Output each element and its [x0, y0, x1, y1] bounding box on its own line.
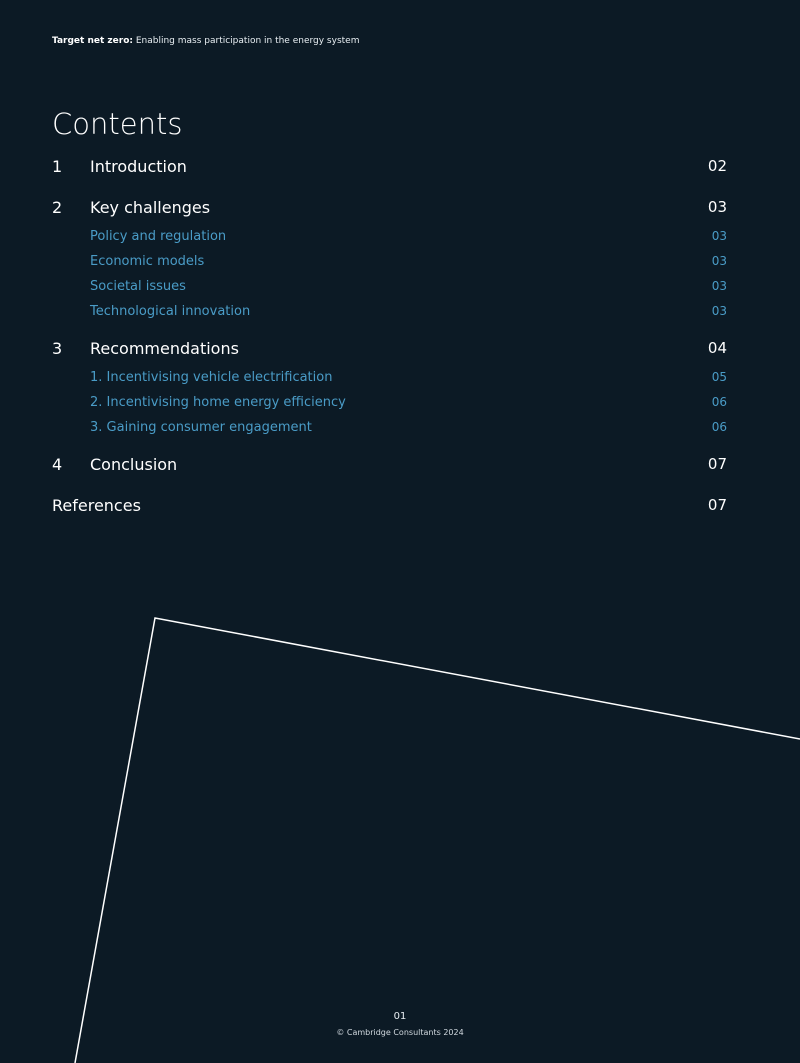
- toc-item-references[interactable]: [52, 494, 727, 516]
- toc-subitem-vehicle-electrification[interactable]: [90, 368, 727, 386]
- toc-subitem-policy-regulation[interactable]: [90, 227, 727, 245]
- page-title: Contents: [52, 107, 183, 141]
- toc-subitem-home-energy-efficiency[interactable]: [90, 393, 727, 411]
- toc-number: 4: [52, 454, 63, 474]
- toc-number: 3: [52, 338, 63, 358]
- toc-subpage: 03: [711, 304, 727, 318]
- toc-page: 02: [707, 157, 727, 175]
- toc-item-key-challenges[interactable]: [52, 196, 727, 218]
- toc-subpage: 06: [711, 395, 727, 409]
- toc-label: Key challenges: [90, 197, 211, 217]
- toc-subitem-consumer-engagement[interactable]: [90, 418, 727, 436]
- toc-label: Introduction: [90, 156, 187, 176]
- toc-sublabel: Economic models: [90, 253, 205, 269]
- toc-sublabel: Technological innovation: [90, 303, 251, 319]
- toc-subpage: 03: [711, 254, 727, 268]
- toc-number: 2: [52, 197, 63, 217]
- toc-item-conclusion[interactable]: [52, 453, 727, 475]
- toc-subitem-technological-innovation[interactable]: [90, 302, 727, 320]
- toc-item-introduction[interactable]: [52, 155, 727, 177]
- toc-item-recommendations[interactable]: [52, 337, 727, 359]
- toc-sublabel: Policy and regulation: [90, 228, 227, 244]
- toc-page: 07: [707, 496, 727, 514]
- toc-page: 07: [707, 455, 727, 473]
- copyright-notice: © Cambridge Consultants 2024: [336, 1028, 464, 1037]
- toc-label: References: [52, 495, 141, 515]
- document-header: [52, 36, 359, 46]
- toc-sublabel: 1. Incentivising vehicle electrification: [90, 369, 333, 385]
- header-subtitle: Enabling mass participation in the energy system: [135, 36, 360, 46]
- toc-subpage: 05: [711, 370, 727, 384]
- toc-sublabel: Societal issues: [90, 278, 186, 294]
- toc-label: Recommendations: [90, 338, 239, 358]
- toc-sublabel: 3. Gaining consumer engagement: [90, 419, 312, 435]
- page-number: 01: [393, 1011, 407, 1022]
- toc-number: 1: [52, 156, 63, 176]
- toc-subitem-economic-models[interactable]: [90, 252, 727, 270]
- toc-label: Conclusion: [90, 454, 178, 474]
- toc-subpage: 03: [711, 229, 727, 243]
- toc-page: 04: [707, 339, 727, 357]
- toc-subitem-societal-issues[interactable]: [90, 277, 727, 295]
- toc-subpage: 03: [711, 279, 727, 293]
- header-bold: Target net zero:: [52, 36, 133, 46]
- toc-subpage: 06: [711, 420, 727, 434]
- toc-page: 03: [707, 198, 727, 216]
- toc-sublabel: 2. Incentivising home energy efficiency: [90, 394, 346, 410]
- decorative-polyline: [75, 618, 800, 1063]
